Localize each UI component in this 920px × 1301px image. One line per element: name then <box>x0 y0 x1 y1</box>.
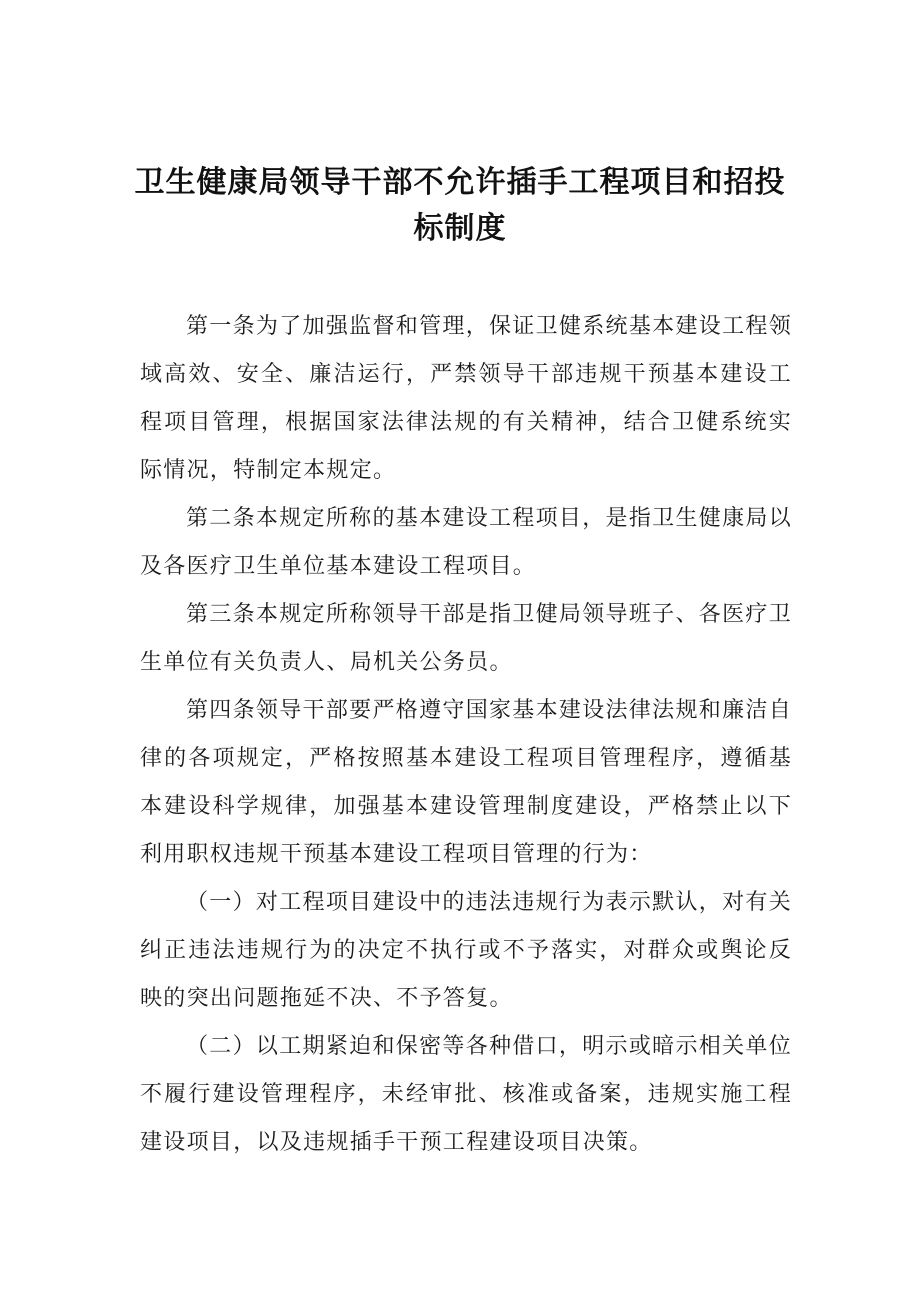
document-title: 卫生健康局领导干部不允许插手工程项目和招投标制度 <box>134 165 786 246</box>
document-body <box>140 303 792 1167</box>
article-4-paragraph: 第四条领导干部要严格遵守国家基本建设法律法规和廉洁自律的各项规定，严格按照基本建设工程项目管理程序，遵循基本建设科学规律，加强基本建设管理制度建设，严格禁止以下利用职权违规干预基本建设工程项目管理的行为： <box>140 698 792 867</box>
article-2-paragraph: 第二条本规定所称的基本建设工程项目，是指卫生健康局以及各医疗卫生单位基本建设工程项目。 <box>140 506 792 579</box>
clause-1-paragraph: （一）对工程项目建设中的违法违规行为表示默认，对有关纠正违法违规行为的决定不执行或不予落实，对群众或舆论反映的突出问题拖延不决、不予答复。 <box>140 890 792 1011</box>
article-1-paragraph: 第一条为了加强监督和管理，保证卫健系统基本建设工程领域高效、安全、廉洁运行，严禁领导干部违规干预基本建设工程项目管理，根据国家法律法规的有关精神，结合卫健系统实际情况，特制定本规定。 <box>140 314 792 483</box>
article-3-paragraph: 第三条本规定所称领导干部是指卫健局领导班子、各医疗卫生单位有关负责人、局机关公务员。 <box>140 602 792 675</box>
clause-2-paragraph: （二）以工期紧迫和保密等各种借口，明示或暗示相关单位不履行建设管理程序，未经审批、核准或备案，违规实施工程建设项目，以及违规插手干预工程建设项目决策。 <box>140 1034 792 1155</box>
